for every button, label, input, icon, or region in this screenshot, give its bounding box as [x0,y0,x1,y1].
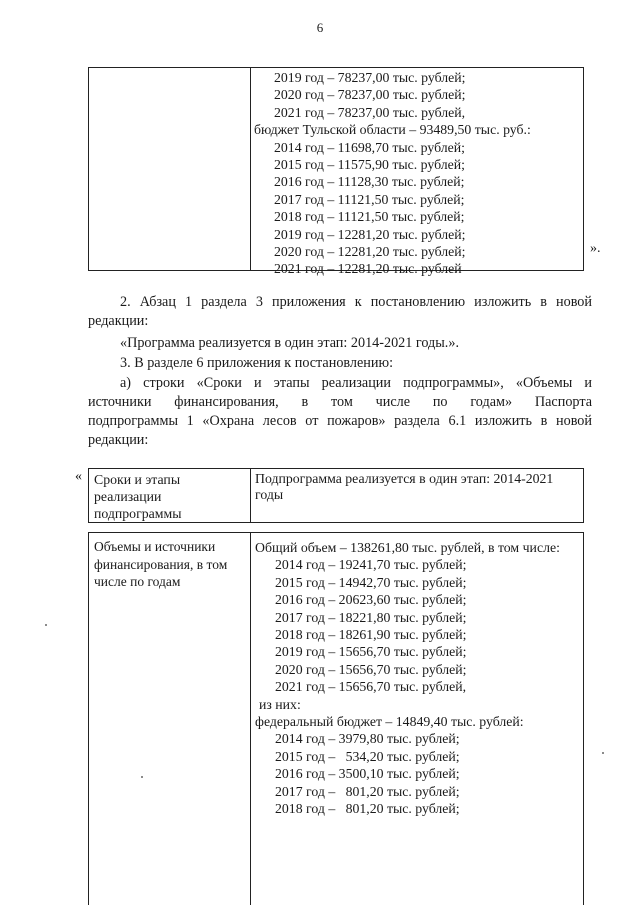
paragraph-4-line-2: источники финансирования, в том числе по годам» Паспорта [88,394,592,410]
regional-budget-heading: бюджет Тульской области – 93489,50 тыс. руб.: [254,122,531,138]
budget-line: 2015 год – 11575,90 тыс. рублей; [274,157,466,173]
funding-total: Общий объем – 138261,80 тыс. рублей, в том числе: [255,540,560,555]
column-divider [250,469,251,522]
funding-year-line: 2021 год – 15656,70 тыс. рублей, [275,679,467,695]
budget-line: 2019 год – 78237,00 тыс. рублей; [274,70,466,85]
paragraph-3: 3. В разделе 6 приложения к постановлению: [120,355,394,371]
page-number: 6 [316,20,324,35]
stages-table [88,468,584,523]
funding-year-line: 2015 год – 14942,70 тыс. рублей; [275,574,467,590]
federal-year-line: 2017 год – 801,20 тыс. рублей; [275,783,460,799]
budget-line: 2021 год – 12281,20 тыс. рублей [274,261,462,277]
funding-year-line: 2014 год – 19241,70 тыс. рублей; [275,557,467,573]
funding-year-line: 2016 год – 20623,60 тыс. рублей; [275,592,467,608]
funding-year-line: 2018 год – 18261,90 тыс. рублей; [275,627,467,643]
budget-line: 2020 год – 12281,20 тыс. рублей; [274,244,466,260]
paragraph-4-line-4: редакции: [88,432,149,448]
funding-table [88,532,584,905]
funding-label: Объемы и источники финансирования, в том числе по годам [94,539,228,589]
budget-line: 2019 год – 12281,20 тыс. рублей; [274,226,466,242]
budget-line: 2018 год – 11121,50 тыс. рублей; [274,209,465,225]
closing-quote-mark: ». [590,241,601,256]
stages-value: Подпрограмма реализуется в один этап: 2014-2021 годы [255,471,554,502]
scan-speck [141,776,143,778]
federal-year-line: 2015 год – 534,20 тыс. рублей; [275,748,460,764]
paragraph-2-line-1: 2. Абзац 1 раздела 3 приложения к постановлению изложить в новой [120,294,592,310]
budget-line: 2020 год – 78237,00 тыс. рублей; [274,87,466,103]
funding-year-line: 2020 год – 15656,70 тыс. рублей; [275,661,467,677]
funding-year-line: 2019 год – 15656,70 тыс. рублей; [275,644,467,660]
opening-quote-mark: « [75,469,82,484]
paragraph-2-line-2: редакции: [88,313,149,329]
federal-year-line: 2016 год – 3500,10 тыс. рублей; [275,766,460,782]
federal-year-line: 2014 год – 3979,80 тыс. рублей; [275,731,460,747]
funding-values-cell [255,539,579,818]
column-divider [250,533,251,905]
of-them-label: из них: [259,696,301,712]
stages-label: Сроки и этапы реализации подпрограммы [94,472,182,521]
paragraph-quote: «Программа реализуется в один этап: 2014-2021 годы.». [120,335,459,351]
budget-table-continuation [88,67,584,277]
paragraph-4-line-1: а) строки «Сроки и этапы реализации подпрограммы», «Объемы и [120,375,592,391]
scan-speck [602,752,604,754]
scan-speck [45,624,47,626]
funding-year-line: 2017 год – 18221,80 тыс. рублей; [275,609,467,625]
budget-line: 2014 год – 11698,70 тыс. рублей; [274,139,466,155]
budget-line: 2016 год – 11128,30 тыс. рублей; [274,174,465,190]
budget-line: 2017 год – 11121,50 тыс. рублей; [274,191,465,207]
budget-values-cell [250,68,583,278]
paragraph-4-line-3: подпрограммы 1 «Охрана лесов от пожаров» раздела 6.1 изложить в новой [88,413,592,429]
budget-line: 2021 год – 78237,00 тыс. рублей, [274,104,466,120]
federal-budget-heading: федеральный бюджет – 14849,40 тыс. рублей: [255,714,524,730]
federal-year-line: 2018 год – 801,20 тыс. рублей; [275,801,460,817]
